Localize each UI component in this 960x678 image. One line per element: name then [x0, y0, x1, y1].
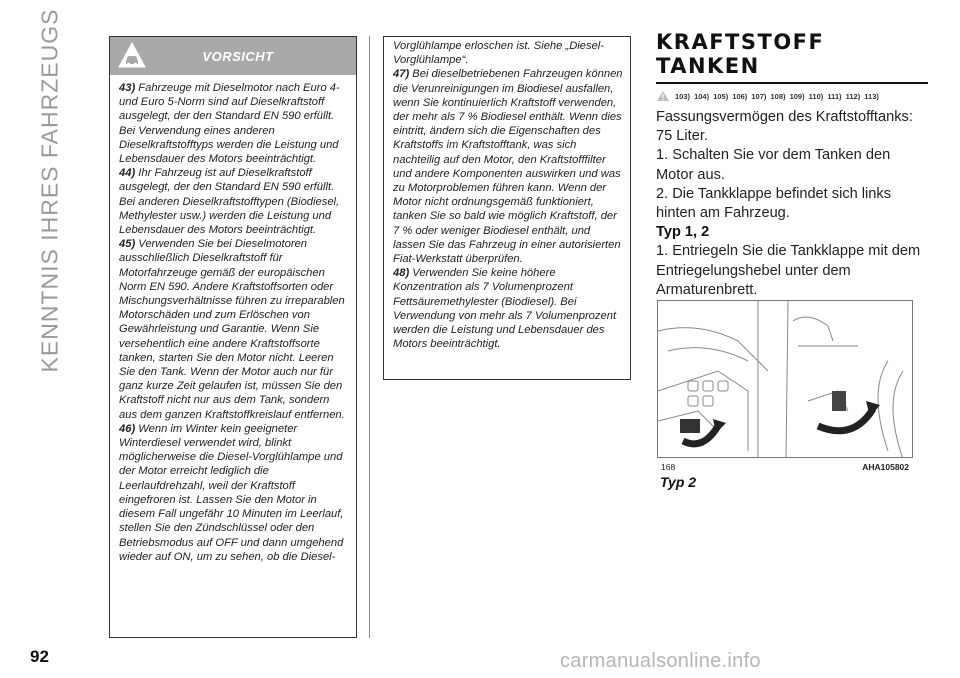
reference-list: 103) 104) 105) 106) 107) 108) 109) 110) 111) 112) 113) — [675, 91, 879, 101]
fuel-door-illustration — [657, 300, 913, 458]
type-subheading: Typ 1, 2 — [656, 224, 710, 241]
car-warning-icon — [118, 42, 146, 68]
warning-text-left — [110, 75, 356, 564]
warning-title: VORSICHT — [202, 48, 274, 64]
warning-triangle-icon — [656, 90, 670, 102]
warning-item: 47) Bei dieselbetriebenen Fahrzeugen können die Verunreinigungen im Biodiesel ausfallen, wenn Sie kontinuierlich Kraftstoff verwenden, der mehr als 7 % Biodiesel enthält. Wenn dies eintritt, ändern sich die Eigenschaften des Kraftstoffs im Kraftstofftank, was sich nachteilig auf den Motor, den Kraftstofffilter und andere Komponenten auswirken und was zu Motorproblemen führen kann. Wenn der Motor nicht ordnungsgemäß funktioniert, tanken Sie so bald wie möglich Kraftstoff, der 7 % oder weniger Biodiesel enthält, und lassen Sie das Fahrzeug in einer autorisierten Fiat-Werkstatt überprüfen. — [393, 68, 623, 266]
page-number: 92 — [30, 647, 49, 666]
figure-label-typ2: Typ 2 — [660, 474, 697, 490]
heading-rule — [656, 82, 928, 84]
warning-item: 46) Wenn im Winter kein geeigneter Winterdiesel verwendet wird, blinkt möglicherweise die Diesel-Vorglühlampe und der Motor erreicht lediglich die Leerlaufdrehzahl, weil der Kraftstoff eingefroren ist. Lassen Sie den Motor in diesem Fall ungefähr 10 Minuten im Leerlauf, stellen Sie den Zündschlüssel oder den Betriebsmodus auf OFF und dann umgehend wieder auf ON, um zu sehen, ob die Diesel- — [119, 422, 344, 563]
chapter-side-title-text: KENNTNIS IHRES FAHRZEUGS — [36, 8, 63, 372]
warning-box-continued — [383, 36, 631, 380]
section-heading: KRAFTSTOFF TANKEN — [656, 30, 825, 78]
warning-header — [110, 37, 356, 75]
tank-capacity: Fassungsvermögen des Kraftstofftanks: 75 Liter. — [656, 109, 913, 145]
figure-number: 168 — [661, 462, 676, 472]
warning-references — [656, 90, 930, 102]
warning-continuation: Vorglühlampe erloschen ist. Siehe „Diesel-Vorglühlampe“. — [393, 40, 605, 67]
step-unlock: 1. Entriegeln Sie die Tankklappe mit dem Entriegelungshebel unter dem Armaturenbrett. — [656, 243, 921, 298]
step-1: 1. Schalten Sie vor dem Tanken den Motor aus. — [656, 147, 891, 183]
warning-item: 48) Verwenden Sie keine höhere Konzentration als 7 Volumenprozent Fettsäuremethylester (Biodiesel). Bei Verwendung von mehr als 7 Volumenprozent werden die Leistung und Lebensdauer des Motors beeinträchtigt. — [393, 267, 617, 351]
watermark: carmanualsonline.info — [560, 650, 761, 672]
warning-item: 43) Fahrzeuge mit Dieselmotor nach Euro 4- und Euro 5-Norm sind auf Dieselkraftstoff ausgelegt, der den Standard EN 590 erfüllt. Bei Verwendung eines anderen Dieselkraftstofftyps werden die Leistung und Lebensdauer des Motors beeinträchtigt. — [119, 82, 340, 166]
refuelling-section — [656, 30, 930, 318]
warning-item: 45) Verwenden Sie bei Dieselmotoren ausschließlich Dieselkraftstoff für Motorfahrzeuge gemäß der europäischen Norm EN 590. Andere Kraftstoffsorten oder Mischungsverhältnisse führen zu irreparablen Motorschäden und zum Erlöschen von Gewährleistung und Garantie. Wenn Sie versehentlich eine andere Kraftstoffsorte tanken, starten Sie den Motor nicht. Leeren Sie den Tank. Wenn der Motor auch nur für ganz kurze Zeit gelaufen ist, müssen Sie den Kraftstoff nicht nur aus dem Tank, sondern aus dem ganzen Kraftstoffkreislauf entfernen. — [119, 238, 345, 421]
figure-code: AHA105802 — [862, 462, 909, 472]
fuel-door-drawing — [658, 301, 913, 458]
column-divider — [369, 36, 370, 638]
warning-text-continued — [384, 37, 630, 351]
chapter-side-title — [20, 8, 80, 372]
step-2: 2. Die Tankklappe befindet sich links hinten am Fahrzeug. — [656, 185, 891, 222]
warning-box-left — [109, 36, 357, 638]
warning-item: 44) Ihr Fahrzeug ist auf Dieselkraftstoff ausgelegt, der den Standard EN 590 erfüllt. Bei anderen Dieselkraftstofftypen (Biodiesel, Methylester usw.) werden die Leistung und Lebensdauer des Motors beeinträchtigt. — [119, 167, 340, 237]
section-body — [656, 108, 930, 300]
